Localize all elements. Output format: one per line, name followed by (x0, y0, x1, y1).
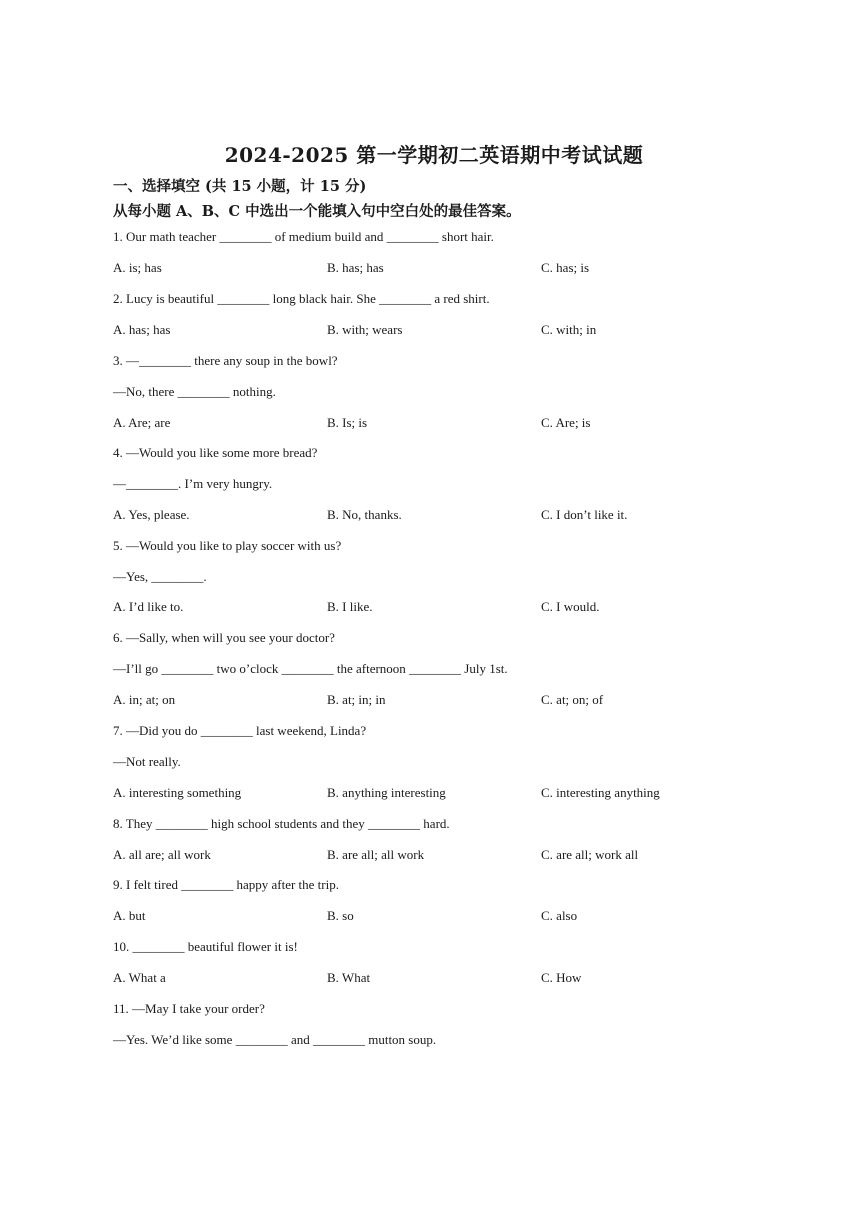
question-7-option-b[interactable]: B. anything interesting (327, 785, 446, 800)
question-10-option-b[interactable]: B. What (327, 970, 371, 985)
question-6-option-a[interactable]: A. in; at; on (113, 692, 176, 707)
question-3-stem: 3. —________ there any soup in the bowl? (113, 353, 338, 368)
question-3-option-b[interactable]: B. Is; is (327, 415, 368, 430)
question-5-stem: 5. —Would you like to play soccer with us? (113, 538, 342, 553)
question-6-reply: —I’ll go ________ two o’clock ________ the afternoon ________ July 1st. (113, 661, 508, 676)
question-9-option-a[interactable]: A. but (113, 908, 146, 923)
question-11-reply: —Yes. We’d like some ________ and ________ mutton soup. (113, 1032, 437, 1047)
question-9-option-c[interactable]: C. also (541, 908, 578, 923)
question-8-option-b[interactable]: B. are all; all work (327, 847, 425, 862)
question-4-reply: —________. I’m very hungry. (113, 476, 273, 491)
question-5-reply: —Yes, ________. (113, 569, 207, 584)
section-heading: 一、选择填空 (共 15 小题，计 15 分) (113, 178, 367, 195)
question-3-option-c[interactable]: C. Are; is (541, 415, 591, 430)
question-6-option-b[interactable]: B. at; in; in (327, 692, 386, 707)
section-instruction: 从每小题 A、B、C 中选出一个能填入句中空白处的最佳答案。 (113, 203, 521, 220)
question-7-stem: 7. —Did you do ________ last weekend, Linda? (113, 723, 367, 738)
question-5-option-c[interactable]: C. I would. (541, 599, 600, 614)
question-5-option-b[interactable]: B. I like. (327, 599, 373, 614)
question-4-option-c[interactable]: C. I don’t like it. (541, 507, 628, 522)
question-9-stem: 9. I felt tired ________ happy after the trip. (113, 877, 339, 892)
question-10-stem: 10. ________ beautiful flower it is! (113, 939, 298, 954)
question-1-option-a[interactable]: A. is; has (113, 260, 162, 275)
question-6-option-c[interactable]: C. at; on; of (541, 692, 604, 707)
question-4-option-a[interactable]: A. Yes, please. (113, 507, 190, 522)
question-4-stem: 4. —Would you like some more bread? (113, 445, 318, 460)
question-1-option-b[interactable]: B. has; has (327, 260, 384, 275)
question-2-option-a[interactable]: A. has; has (113, 322, 171, 337)
question-7-reply: —Not really. (113, 754, 181, 769)
question-9-option-b[interactable]: B. so (327, 908, 354, 923)
question-1-option-c[interactable]: C. has; is (541, 260, 590, 275)
question-5-option-a[interactable]: A. I’d like to. (113, 599, 184, 614)
question-2-option-b[interactable]: B. with; wears (327, 322, 403, 337)
question-3-option-a[interactable]: A. Are; are (113, 415, 171, 430)
question-7-option-a[interactable]: A. interesting something (113, 785, 242, 800)
question-2-option-c[interactable]: C. with; in (541, 322, 597, 337)
question-8-option-a[interactable]: A. all are; all work (113, 847, 211, 862)
question-8-option-c[interactable]: C. are all; work all (541, 847, 639, 862)
question-6-stem: 6. —Sally, when will you see your doctor? (113, 630, 335, 645)
question-10-option-c[interactable]: C. How (541, 970, 582, 985)
exam-title: 2024-2025 第一学期初二英语期中考试试题 (224, 143, 644, 167)
question-2-stem: 2. Lucy is beautiful ________ long black hair. She ________ a red shirt. (113, 291, 490, 306)
question-3-reply: —No, there ________ nothing. (113, 384, 276, 399)
question-8-stem: 8. They ________ high school students and they ________ hard. (113, 816, 450, 831)
question-11-stem: 11. —May I take your order? (113, 1001, 265, 1016)
question-4-option-b[interactable]: B. No, thanks. (327, 507, 402, 522)
question-10-option-a[interactable]: A. What a (113, 970, 166, 985)
question-1-stem: 1. Our math teacher ________ of medium build and ________ short hair. (113, 229, 494, 244)
question-7-option-c[interactable]: C. interesting anything (541, 785, 660, 800)
